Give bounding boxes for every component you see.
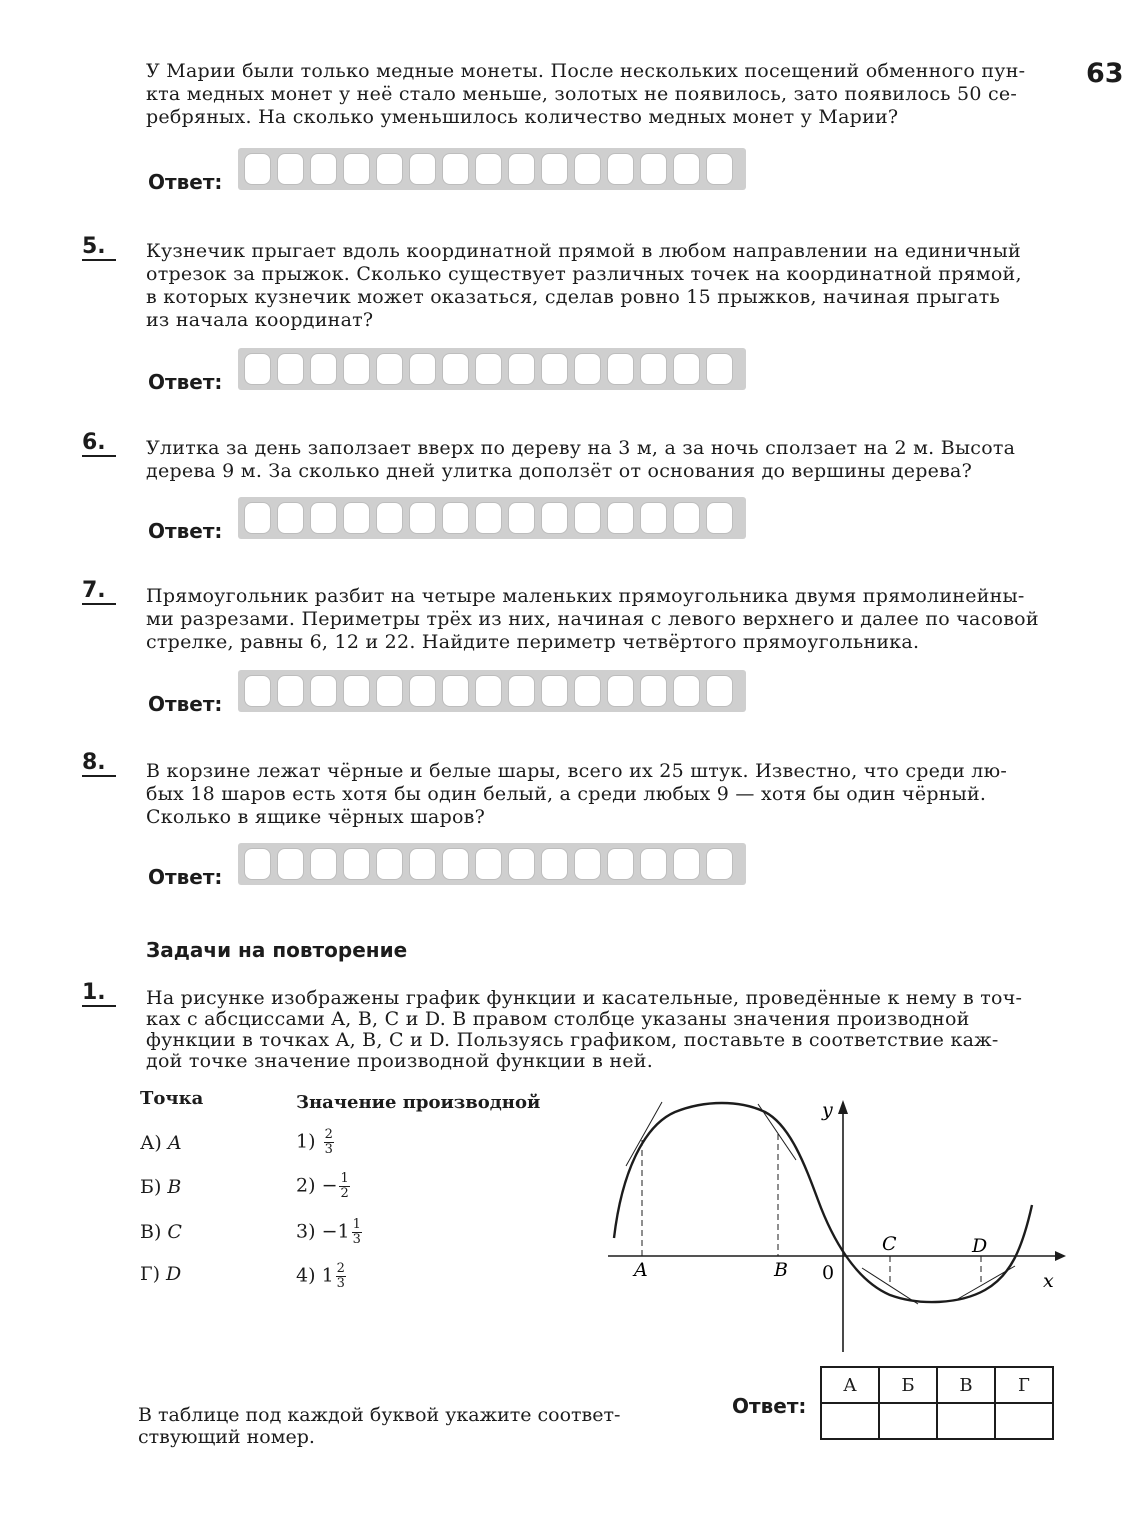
answer-cell[interactable] xyxy=(574,675,601,707)
value-item-3 xyxy=(296,1218,362,1247)
answer-cell[interactable] xyxy=(706,848,733,880)
answer-cell-g[interactable] xyxy=(995,1403,1053,1439)
point-item-c xyxy=(140,1221,182,1243)
column-header-point: Точка xyxy=(140,1088,204,1109)
answer-cell[interactable] xyxy=(277,353,304,385)
text-line: ствующий номер. xyxy=(138,1426,315,1448)
text-line: Сколько в ящике чёрных шаров? xyxy=(146,806,486,828)
answer-cell[interactable] xyxy=(310,153,337,185)
answer-cell[interactable] xyxy=(310,353,337,385)
point-item-b xyxy=(140,1176,181,1198)
answer-cell[interactable] xyxy=(541,675,568,707)
text-line: дой точке значение производной функции в ней. xyxy=(146,1050,653,1072)
answer-input-grid[interactable] xyxy=(238,497,746,539)
tangent-b xyxy=(758,1104,796,1160)
answer-cell[interactable] xyxy=(442,848,469,880)
answer-input-grid[interactable] xyxy=(238,843,746,885)
answer-cell[interactable] xyxy=(376,675,403,707)
point-label: Б) xyxy=(140,1176,162,1198)
value-sign: − xyxy=(321,1174,338,1197)
answer-cell[interactable] xyxy=(409,675,436,707)
answer-cell[interactable] xyxy=(244,153,271,185)
point-item-a xyxy=(140,1132,182,1154)
fraction xyxy=(339,1172,349,1201)
answer-cell[interactable] xyxy=(409,153,436,185)
answer-cell[interactable] xyxy=(574,353,601,385)
point-label-b: B xyxy=(774,1259,788,1281)
answer-cell[interactable] xyxy=(706,675,733,707)
problem-8-text xyxy=(146,760,1066,829)
answer-cell[interactable] xyxy=(607,353,634,385)
text-line: бых 18 шаров есть хотя бы один белый, а среди любых 9 — хотя бы один чёрный. xyxy=(146,783,987,805)
answer-cell[interactable] xyxy=(508,153,535,185)
answer-cell-v[interactable] xyxy=(937,1403,995,1439)
table-header-v: В xyxy=(937,1367,995,1403)
x-axis-arrow xyxy=(1055,1251,1066,1261)
point-label: А) xyxy=(140,1132,162,1154)
answer-cell[interactable] xyxy=(673,848,700,880)
answer-cell[interactable] xyxy=(706,502,733,534)
answer-cell[interactable] xyxy=(310,675,337,707)
text-line: У Марии были только медные монеты. После нескольких посещений обменного пун- xyxy=(146,60,1026,82)
text-line: стрелке, равны 6, 12 и 22. Найдите периметр четвёртого прямоугольника. xyxy=(146,631,920,653)
value-whole: 1 xyxy=(337,1220,350,1243)
column-header-value: Значение производной xyxy=(296,1092,541,1113)
answer-cell[interactable] xyxy=(541,502,568,534)
answer-cell[interactable] xyxy=(376,848,403,880)
answer-cell[interactable] xyxy=(475,502,502,534)
answer-cell[interactable] xyxy=(640,153,667,185)
answer-cell[interactable] xyxy=(673,675,700,707)
tangent-d xyxy=(956,1266,1015,1300)
text-line: ребряных. На сколько уменьшилось количество медных монет у Марии? xyxy=(146,106,899,128)
text-line: кта медных монет у неё стало меньше, золотых не появилось, зато появилось 50 се- xyxy=(146,83,1018,105)
text-line: дерева 9 м. За сколько дней улитка доползёт от основания до вершины дерева? xyxy=(146,460,973,482)
answer-cell[interactable] xyxy=(673,502,700,534)
answer-cell[interactable] xyxy=(475,848,502,880)
answer-cell[interactable] xyxy=(409,502,436,534)
answer-cell[interactable] xyxy=(574,153,601,185)
point-item-d xyxy=(140,1263,181,1285)
answer-cell[interactable] xyxy=(541,153,568,185)
answer-cell[interactable] xyxy=(442,675,469,707)
answer-cell[interactable] xyxy=(277,502,304,534)
answer-cell[interactable] xyxy=(706,153,733,185)
fraction-denominator: 3 xyxy=(324,1142,333,1157)
problem-number-6: 6. xyxy=(82,432,116,457)
answer-input-grid[interactable] xyxy=(238,670,746,712)
answer-label: Ответ: xyxy=(148,865,223,889)
answer-cell[interactable] xyxy=(244,502,271,534)
answer-cell[interactable] xyxy=(343,848,370,880)
text-line: В таблице под каждой буквой укажите соответ- xyxy=(138,1404,621,1426)
table-header-a: А xyxy=(821,1367,879,1403)
problem-number-8: 8. xyxy=(82,752,116,777)
answer-cell[interactable] xyxy=(376,502,403,534)
text-line: отрезок за прыжок. Сколько существует различных точек на координатной прямой, xyxy=(146,263,1022,285)
point-label: Г) xyxy=(140,1263,160,1285)
answer-cell[interactable] xyxy=(409,848,436,880)
text-line: ми разрезами. Периметры трёх из них, начиная с левого верхнего и далее по часовой xyxy=(146,608,1039,630)
answer-cell[interactable] xyxy=(277,153,304,185)
review-problem-text xyxy=(146,988,1066,1072)
answer-label: Ответ: xyxy=(148,692,223,716)
y-axis-label: y xyxy=(822,1099,833,1121)
answer-cell[interactable] xyxy=(673,153,700,185)
answer-cell[interactable] xyxy=(508,675,535,707)
answer-cell[interactable] xyxy=(310,848,337,880)
answer-cell[interactable] xyxy=(508,353,535,385)
text-line: из начала координат? xyxy=(146,309,374,331)
problem-5-text xyxy=(146,240,1066,332)
answer-cell[interactable] xyxy=(508,502,535,534)
answer-cell[interactable] xyxy=(376,353,403,385)
text-line: в которых кузнечик может оказаться, сделав ровно 15 прыжков, начиная прыгать xyxy=(146,286,1001,308)
fraction-numerator: 1 xyxy=(352,1217,361,1232)
fraction-numerator: 1 xyxy=(340,1171,349,1186)
answer-cell[interactable] xyxy=(475,153,502,185)
value-sign: − xyxy=(321,1220,338,1243)
fraction xyxy=(324,1128,334,1157)
fraction-denominator: 3 xyxy=(336,1276,345,1291)
answer-cell[interactable] xyxy=(640,675,667,707)
answer-cell[interactable] xyxy=(640,502,667,534)
value-item-1 xyxy=(296,1128,334,1157)
answer-cell[interactable] xyxy=(640,353,667,385)
x-axis-label: x xyxy=(1043,1270,1054,1292)
text-line: функции в точках A, B, C и D. Пользуясь графиком, поставьте в соответствие каж- xyxy=(146,1029,999,1051)
value-item-4 xyxy=(296,1262,346,1291)
answer-cell[interactable] xyxy=(475,353,502,385)
problem-7-text xyxy=(146,585,1066,654)
answer-label: Ответ: xyxy=(732,1394,807,1418)
intro-problem-text xyxy=(146,60,1066,129)
point-label: В) xyxy=(140,1221,162,1243)
table-header-g: Г xyxy=(995,1367,1053,1403)
problem-number-7: 7. xyxy=(82,580,116,605)
problem-6-text xyxy=(146,437,1066,483)
answer-cell[interactable] xyxy=(310,502,337,534)
answer-cell[interactable] xyxy=(607,153,634,185)
answer-cell[interactable] xyxy=(343,353,370,385)
answer-cell[interactable] xyxy=(607,502,634,534)
answer-cell[interactable] xyxy=(574,502,601,534)
answer-table xyxy=(820,1366,1054,1440)
fraction-numerator: 2 xyxy=(324,1127,333,1142)
value-label: 1) xyxy=(296,1130,316,1153)
point-letter: B xyxy=(167,1176,182,1198)
point-letter: C xyxy=(167,1221,182,1243)
footer-instruction xyxy=(138,1404,620,1448)
answer-label: Ответ: xyxy=(148,519,223,543)
value-item-2 xyxy=(296,1172,350,1201)
answer-label: Ответ: xyxy=(148,170,223,194)
answer-cell[interactable] xyxy=(541,848,568,880)
point-label-a: A xyxy=(634,1259,648,1281)
answer-cell[interactable] xyxy=(541,353,568,385)
text-line: Улитка за день заползает вверх по дереву на 3 м, а за ночь сползает на 2 м. Высота xyxy=(146,437,1016,459)
answer-cell[interactable] xyxy=(343,502,370,534)
text-line: Кузнечик прыгает вдоль координатной прямой в любом направлении на единичный xyxy=(146,240,1021,262)
fraction xyxy=(352,1218,362,1247)
function-graph xyxy=(600,1090,1070,1360)
answer-cell[interactable] xyxy=(673,353,700,385)
answer-input-grid[interactable] xyxy=(238,148,746,190)
text-line: ках с абсциссами A, B, C и D. В правом столбце указаны значения производной xyxy=(146,1008,970,1030)
fraction-numerator: 2 xyxy=(336,1261,345,1276)
origin-label: 0 xyxy=(822,1262,835,1284)
page-number: 63 xyxy=(1086,58,1124,89)
point-label-c: C xyxy=(882,1233,897,1255)
answer-cell[interactable] xyxy=(442,353,469,385)
answer-cell[interactable] xyxy=(244,848,271,880)
answer-cell[interactable] xyxy=(508,848,535,880)
text-line: В корзине лежат чёрные и белые шары, всего их 25 штук. Известно, что среди лю- xyxy=(146,760,1008,782)
answer-cell[interactable] xyxy=(442,153,469,185)
answer-cell[interactable] xyxy=(376,153,403,185)
point-letter: D xyxy=(166,1263,182,1285)
answer-cell[interactable] xyxy=(244,353,271,385)
answer-cell[interactable] xyxy=(574,848,601,880)
answer-cell[interactable] xyxy=(607,675,634,707)
review-problem-number: 1. xyxy=(82,982,116,1007)
answer-cell[interactable] xyxy=(607,848,634,880)
answer-cell[interactable] xyxy=(706,353,733,385)
answer-cell-b[interactable] xyxy=(879,1403,937,1439)
value-label: 4) xyxy=(296,1264,316,1287)
answer-cell[interactable] xyxy=(343,153,370,185)
point-letter: A xyxy=(167,1132,182,1154)
text-line: Прямоугольник разбит на четыре маленьких прямоугольника двумя прямолинейны- xyxy=(146,585,1025,607)
fraction-denominator: 2 xyxy=(340,1186,349,1201)
tangent-a xyxy=(626,1102,662,1166)
answer-cell[interactable] xyxy=(475,675,502,707)
value-label: 2) xyxy=(296,1174,316,1197)
answer-cell-a[interactable] xyxy=(821,1403,879,1439)
answer-input-grid[interactable] xyxy=(238,348,746,390)
answer-cell[interactable] xyxy=(244,675,271,707)
problem-number-5: 5. xyxy=(82,236,116,261)
answer-cell[interactable] xyxy=(442,502,469,534)
y-axis-arrow xyxy=(838,1100,848,1114)
table-header-b: Б xyxy=(879,1367,937,1403)
answer-cell[interactable] xyxy=(409,353,436,385)
value-whole: 1 xyxy=(321,1264,334,1287)
point-label-d: D xyxy=(972,1235,988,1257)
answer-cell[interactable] xyxy=(277,848,304,880)
answer-cell[interactable] xyxy=(277,675,304,707)
text-line: На рисунке изображены график функции и касательные, проведённые к нему в точ- xyxy=(146,987,1023,1009)
answer-label: Ответ: xyxy=(148,370,223,394)
section-title: Задачи на повторение xyxy=(146,938,408,962)
answer-cell[interactable] xyxy=(343,675,370,707)
answer-cell[interactable] xyxy=(640,848,667,880)
value-label: 3) xyxy=(296,1220,316,1243)
fraction xyxy=(336,1262,346,1291)
fraction-denominator: 3 xyxy=(352,1232,361,1247)
